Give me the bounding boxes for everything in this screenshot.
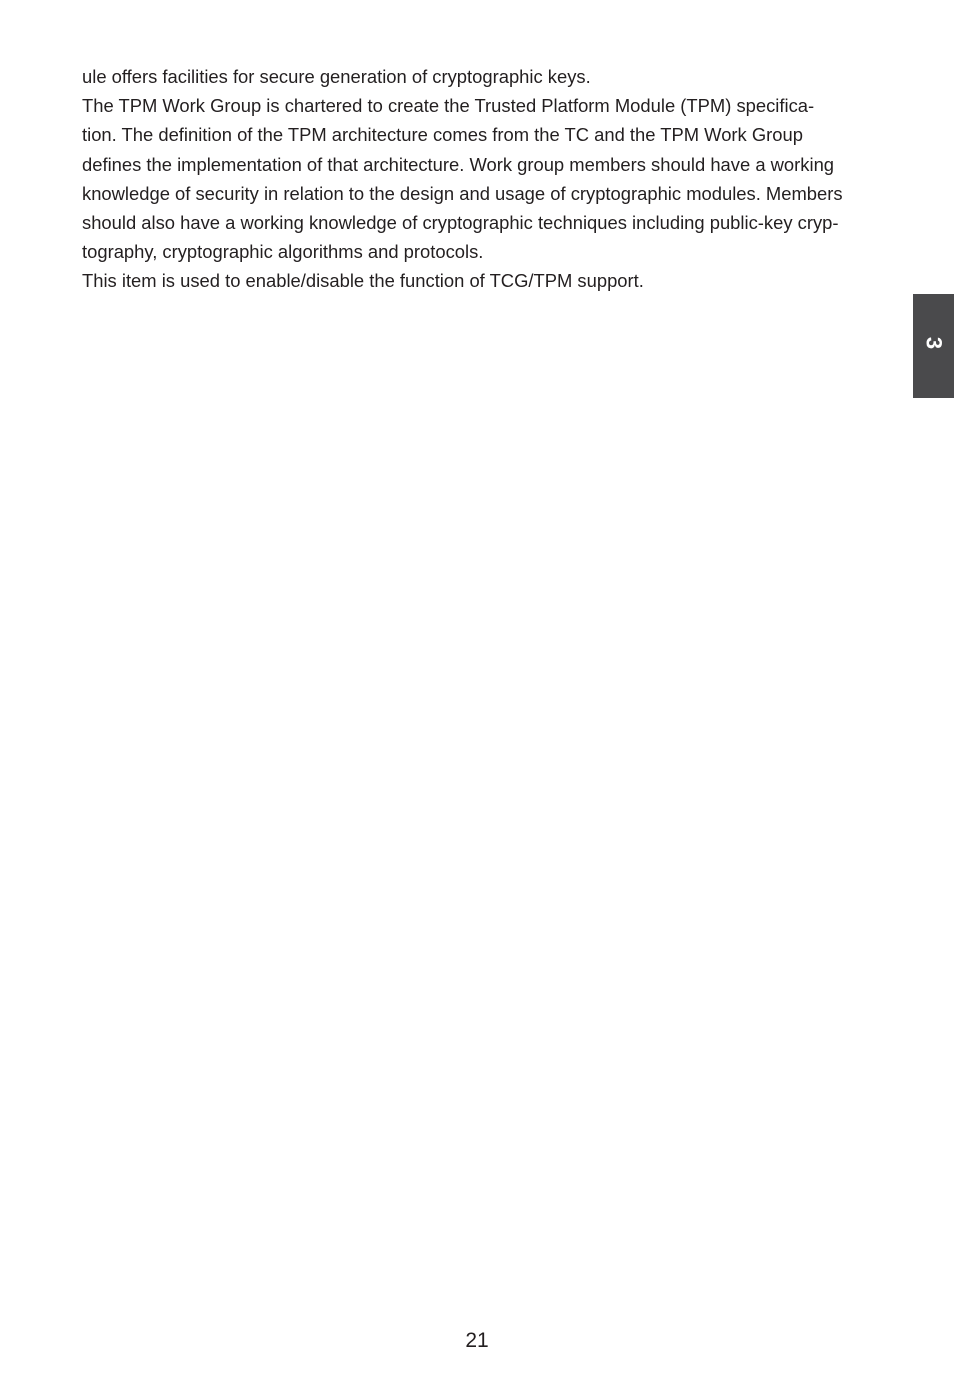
chapter-tab-label: 3 (921, 336, 947, 350)
page-number: 21 (465, 1329, 489, 1352)
body-text-line: This item is used to enable/disable the function of TCG/TPM support. (82, 270, 644, 292)
chapter-tab (913, 294, 954, 398)
body-text-line: tion. The definition of the TPM architecture comes from the TC and the TPM Work Group (82, 124, 803, 146)
body-text-line: should also have a working knowledge of cryptographic techniques including public-key cryp- (82, 212, 839, 234)
body-text (82, 62, 902, 296)
body-text-line: The TPM Work Group is chartered to create the Trusted Platform Module (TPM) specifica- (82, 95, 815, 117)
body-text-line: tography, cryptographic algorithms and protocols. (82, 241, 484, 263)
body-text-line: knowledge of security in relation to the design and usage of cryptographic modules. Members (82, 182, 843, 204)
body-text-line: defines the implementation of that architecture. Work group members should have a working (82, 153, 835, 175)
body-text-line: ule offers facilities for secure generation of cryptographic keys. (82, 66, 591, 87)
